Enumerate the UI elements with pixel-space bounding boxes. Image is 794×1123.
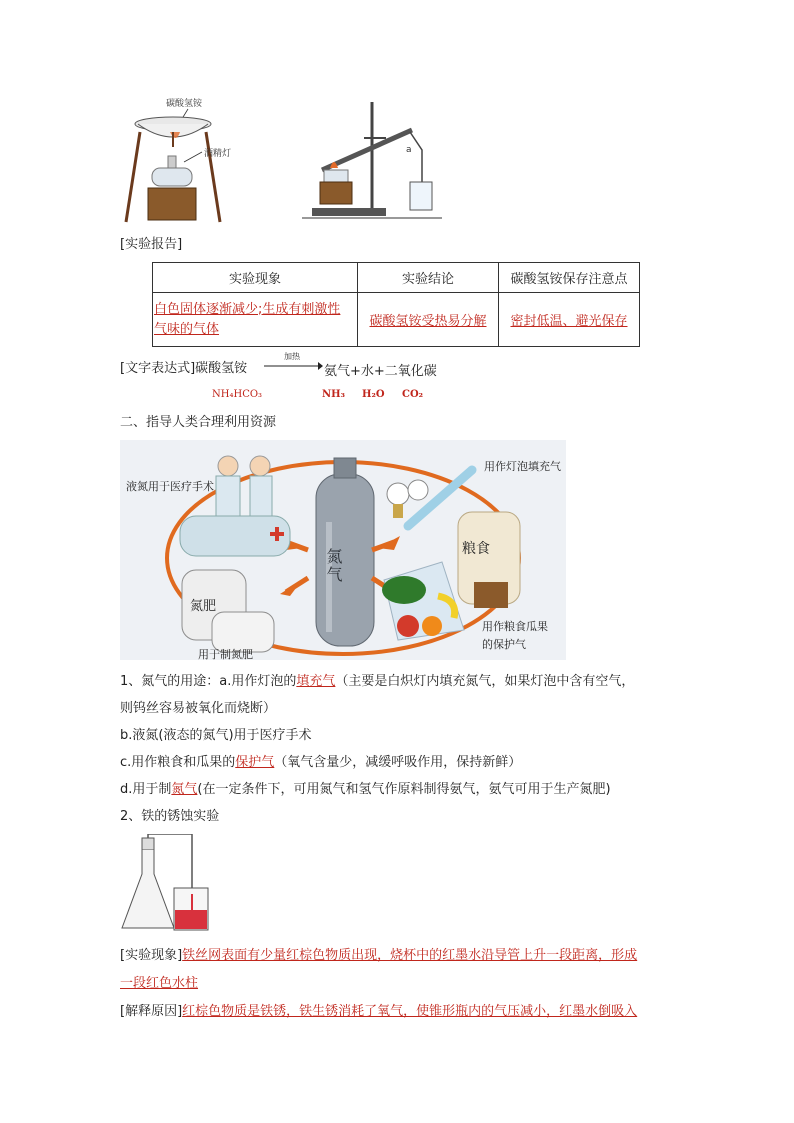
report-heading: [实验报告]	[120, 237, 183, 252]
header-conclusion: 实验结论	[358, 263, 499, 293]
equation-products: 氨气+水+二氧化碳	[324, 364, 437, 379]
formula-nh3: NH₃	[322, 389, 345, 400]
experiment-report-table	[152, 262, 640, 347]
use-d-prefix: d.用于制	[120, 782, 172, 797]
cell-conclusion	[358, 293, 499, 347]
tripod-heating-figure	[118, 92, 248, 228]
phenomenon-line-1: 白色固体逐渐减少;生成有刺激性	[154, 301, 341, 317]
use-line-2: 则钨丝容易被氧化而烧断）	[120, 701, 277, 716]
use-d-explain: (在一定条件下，可用氮气和氢气作原料制得氨气，氨气可用于生产氮肥)	[197, 782, 611, 797]
phenomenon-answer-1: 铁丝网表面有少量红棕色物质出现，烧杯中的红墨水沿导管上升一段距离，形成	[182, 948, 638, 963]
section-2-title: 二、指导人类合理利用资源	[120, 415, 277, 430]
formula-h2o: H₂O	[362, 389, 385, 400]
grain-label: 粮食	[462, 541, 490, 557]
use-line-5	[120, 781, 611, 799]
caption-preserve-1: 用作粮食瓜果	[482, 620, 548, 633]
caption-medical: 液氮用于医疗手术	[126, 480, 214, 493]
rust-title: 2、铁的锈蚀实验	[120, 809, 220, 824]
label-a: a	[406, 145, 412, 155]
cell-storage	[499, 293, 640, 347]
use-a-prefix: 1、氮气的用途：a.用作灯泡的	[120, 674, 297, 689]
use-line-3: b.液氮(液态的氮气)用于医疗手术	[120, 728, 312, 743]
phenomenon-answer-2: 一段红色水柱	[120, 976, 199, 991]
rust-phenomenon-cont	[120, 974, 198, 994]
header-storage: 碳酸氢铵保存注意点	[499, 263, 640, 293]
use-c-explain: （氧气含量少，减缓呼吸作用，保持新鲜）	[274, 755, 522, 770]
label-ammonium-bicarbonate: 碳酸氢铵	[166, 99, 203, 109]
label-alcohol-lamp: 酒精灯	[204, 149, 232, 159]
cylinder-label: 氮气	[324, 548, 343, 584]
word-equation	[120, 360, 247, 378]
nitrogen-uses-figure	[120, 440, 566, 660]
header-phenomenon: 实验现象	[153, 263, 358, 293]
rust-phenomenon	[120, 946, 637, 966]
answer-protective-gas: 保护气	[235, 755, 275, 770]
reaction-condition: 加热	[284, 352, 300, 361]
use-line-1	[120, 673, 634, 691]
fertilizer-label: 氮肥	[190, 599, 217, 614]
answer-nitrogen: 氮气	[171, 782, 198, 797]
caption-preserve-2: 的保护气	[482, 638, 526, 651]
formula-co2: CO₂	[402, 389, 424, 400]
test-tube-heating-figure	[302, 100, 442, 222]
explanation-answer-1: 红棕色物质是铁锈，铁生锈消耗了氧气，使锥形瓶内的气压减小，红墨水倒吸入	[182, 1004, 638, 1019]
formula-nh4hco3: NH₄HCO₃	[212, 389, 263, 400]
equation-prefix: [文字表达式]碳酸氢铵	[120, 361, 248, 376]
conclusion-text: 碳酸氢铵受热易分解	[369, 314, 487, 329]
answer-filling-gas: 填充气	[296, 674, 336, 689]
reaction-arrow-icon	[262, 360, 324, 372]
use-line-4	[120, 754, 521, 772]
explanation-label: [解释原因]	[120, 1004, 183, 1019]
rust-experiment-figure	[118, 834, 210, 934]
caption-fertilizer: 用于制氮肥	[198, 648, 253, 660]
storage-text: 密封低温、避光保存	[510, 314, 628, 329]
caption-bulb: 用作灯泡填充气	[484, 460, 561, 473]
use-a-explain: （主要是白炽灯内填充氮气，如果灯泡中含有空气，	[335, 674, 635, 689]
phenomenon-label: [实验现象]	[120, 948, 183, 963]
phenomenon-line-2: 气味的气体	[154, 321, 220, 337]
use-c-prefix: c.用作粮食和瓜果的	[120, 755, 236, 770]
rust-explanation	[120, 1002, 637, 1022]
cell-phenomenon	[153, 293, 358, 347]
